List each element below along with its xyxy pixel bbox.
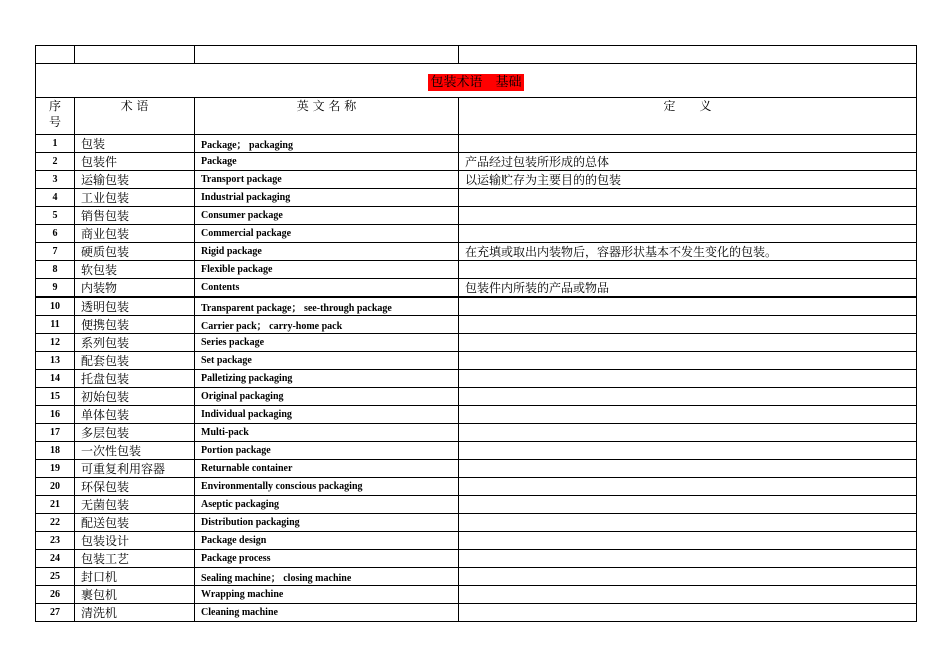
row-number: 26 [36, 586, 75, 604]
row-english: Package design [195, 532, 459, 550]
row-number: 17 [36, 424, 75, 442]
row-definition [459, 550, 917, 568]
row-definition [459, 568, 917, 586]
table-row [36, 316, 917, 334]
row-english: Package process [195, 550, 459, 568]
row-definition [459, 532, 917, 550]
row-number: 19 [36, 460, 75, 478]
row-english: Portion package [195, 442, 459, 460]
row-english: Flexible package [195, 261, 459, 279]
row-term: 环保包装 [75, 478, 195, 496]
table-row [36, 478, 917, 496]
row-definition [459, 460, 917, 478]
row-english: Set package [195, 352, 459, 370]
row-definition [459, 496, 917, 514]
row-term: 初始包装 [75, 388, 195, 406]
row-number: 18 [36, 442, 75, 460]
row-definition: 包装件内所装的产品或物品 [459, 279, 917, 298]
row-definition [459, 316, 917, 334]
row-number: 6 [36, 225, 75, 243]
row-term: 多层包装 [75, 424, 195, 442]
row-definition [459, 442, 917, 460]
row-english: Package [195, 153, 459, 171]
table-row [36, 207, 917, 225]
row-number: 22 [36, 514, 75, 532]
row-definition: 以运输贮存为主要目的的包装 [459, 171, 917, 189]
row-number: 27 [36, 604, 75, 622]
row-term: 内装物 [75, 279, 195, 298]
row-term: 单体包装 [75, 406, 195, 424]
row-number: 14 [36, 370, 75, 388]
row-english: Transport package [195, 171, 459, 189]
row-term: 包装设计 [75, 532, 195, 550]
row-english: Multi-pack [195, 424, 459, 442]
table-row [36, 171, 917, 189]
row-english: Consumer package [195, 207, 459, 225]
header-term: 术 语 [75, 98, 195, 135]
row-definition [459, 478, 917, 496]
row-number: 21 [36, 496, 75, 514]
row-english: Environmentally conscious packaging [195, 478, 459, 496]
header-seq: 序号 [36, 98, 75, 135]
row-term: 封口机 [75, 568, 195, 586]
row-definition [459, 207, 917, 225]
table-row [36, 604, 917, 622]
row-definition [459, 334, 917, 352]
row-definition: 在充填或取出内装物后，容器形状基本不发生变化的包装。 [459, 243, 917, 261]
row-number: 15 [36, 388, 75, 406]
row-number: 8 [36, 261, 75, 279]
row-number: 3 [36, 171, 75, 189]
row-english: Distribution packaging [195, 514, 459, 532]
row-english: Palletizing packaging [195, 370, 459, 388]
row-definition [459, 370, 917, 388]
row-term: 透明包装 [75, 297, 195, 316]
row-english: Aseptic packaging [195, 496, 459, 514]
row-number: 11 [36, 316, 75, 334]
row-term: 配送包装 [75, 514, 195, 532]
row-term: 商业包装 [75, 225, 195, 243]
row-english: Cleaning machine [195, 604, 459, 622]
row-number: 20 [36, 478, 75, 496]
document-page [35, 45, 916, 622]
row-definition: 产品经过包装所形成的总体 [459, 153, 917, 171]
row-term: 一次性包装 [75, 442, 195, 460]
row-term: 软包装 [75, 261, 195, 279]
row-term: 可重复利用容器 [75, 460, 195, 478]
table-row [36, 261, 917, 279]
row-term: 便携包装 [75, 316, 195, 334]
row-term: 系列包装 [75, 334, 195, 352]
table-row [36, 514, 917, 532]
table-row [36, 225, 917, 243]
table-row [36, 153, 917, 171]
table-row [36, 586, 917, 604]
table-row [36, 243, 917, 261]
row-definition [459, 261, 917, 279]
row-english: Individual packaging [195, 406, 459, 424]
table-row [36, 334, 917, 352]
table-row [36, 135, 917, 153]
header-row [36, 98, 917, 135]
row-english: Original packaging [195, 388, 459, 406]
row-definition [459, 406, 917, 424]
row-english: Package； packaging [195, 135, 459, 153]
row-term: 销售包装 [75, 207, 195, 225]
row-number: 23 [36, 532, 75, 550]
table-row [36, 189, 917, 207]
row-definition [459, 604, 917, 622]
title-row [36, 64, 917, 98]
row-term: 无菌包装 [75, 496, 195, 514]
row-definition [459, 586, 917, 604]
table-row [36, 406, 917, 424]
row-definition [459, 514, 917, 532]
table-row [36, 496, 917, 514]
row-number: 7 [36, 243, 75, 261]
row-term: 硬质包装 [75, 243, 195, 261]
row-number: 9 [36, 279, 75, 298]
row-term: 托盘包装 [75, 370, 195, 388]
table-row [36, 532, 917, 550]
row-term: 配套包装 [75, 352, 195, 370]
row-english: Wrapping machine [195, 586, 459, 604]
row-term: 包装工艺 [75, 550, 195, 568]
row-number: 2 [36, 153, 75, 171]
row-term: 包装件 [75, 153, 195, 171]
table-row [36, 550, 917, 568]
row-number: 5 [36, 207, 75, 225]
table-row [36, 370, 917, 388]
table-row [36, 460, 917, 478]
row-number: 1 [36, 135, 75, 153]
row-english: Rigid package [195, 243, 459, 261]
row-number: 13 [36, 352, 75, 370]
header-definition: 定 义 [459, 98, 917, 135]
row-term: 工业包装 [75, 189, 195, 207]
row-definition [459, 297, 917, 316]
row-number: 25 [36, 568, 75, 586]
table-row [36, 442, 917, 460]
table-row [36, 568, 917, 586]
row-term: 运输包装 [75, 171, 195, 189]
table-row [36, 424, 917, 442]
row-definition [459, 225, 917, 243]
row-definition [459, 388, 917, 406]
row-english: Industrial packaging [195, 189, 459, 207]
header-english: 英 文 名 称 [195, 98, 459, 135]
row-english: Carrier pack； carry-home pack [195, 316, 459, 334]
row-definition [459, 424, 917, 442]
row-number: 10 [36, 297, 75, 316]
row-term: 裹包机 [75, 586, 195, 604]
row-term: 清洗机 [75, 604, 195, 622]
table-row [36, 297, 917, 316]
table-row [36, 279, 917, 298]
table-title: 包装术语 基础 [430, 74, 522, 90]
row-number: 24 [36, 550, 75, 568]
row-number: 12 [36, 334, 75, 352]
row-english: Commercial package [195, 225, 459, 243]
row-english: Sealing machine； closing machine [195, 568, 459, 586]
row-definition [459, 189, 917, 207]
blank-row [36, 46, 917, 64]
table-row [36, 352, 917, 370]
terms-table [35, 45, 917, 622]
row-number: 16 [36, 406, 75, 424]
row-english: Contents [195, 279, 459, 298]
row-definition [459, 352, 917, 370]
row-number: 4 [36, 189, 75, 207]
table-row [36, 388, 917, 406]
row-definition [459, 135, 917, 153]
row-english: Series package [195, 334, 459, 352]
row-term: 包装 [75, 135, 195, 153]
row-english: Returnable container [195, 460, 459, 478]
row-english: Transparent package； see-through package [195, 297, 459, 316]
